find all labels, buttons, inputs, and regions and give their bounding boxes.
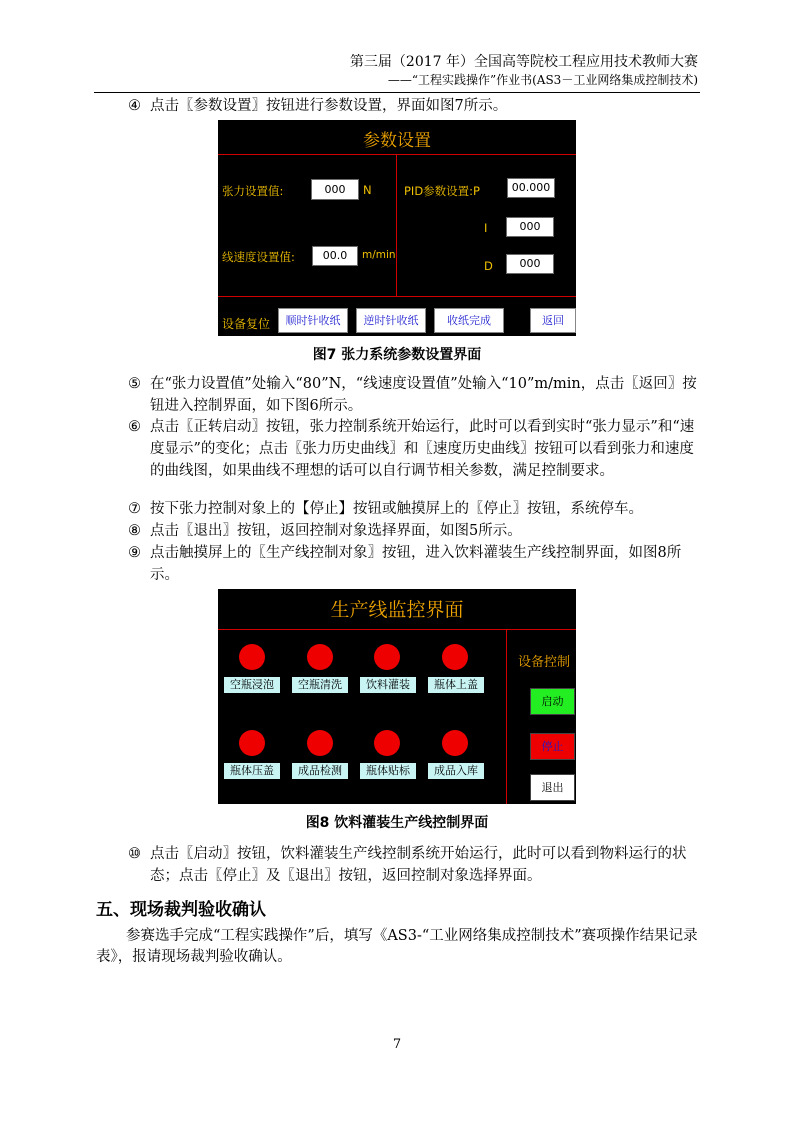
lamp-indicator xyxy=(307,644,333,670)
figure-8-caption: 图8 饮料灌装生产线控制界面 xyxy=(305,815,489,831)
p-input[interactable]: 00.000 xyxy=(507,178,555,198)
section-body: 参赛选手完成“工程实践操作”后，填写《AS3-“工业网络集成控制技术”赛项操作结果记录表》，报请现场裁判验收确认。 xyxy=(96,928,698,965)
divider xyxy=(218,154,576,155)
lamp-indicator xyxy=(442,730,468,756)
station-label: 瓶体压盖 xyxy=(224,763,280,779)
step-5 xyxy=(128,373,698,417)
param-settings-panel xyxy=(218,120,576,336)
header-subtitle: ——“工程实践操作”作业书(AS3－工业网络集成控制技术) xyxy=(387,73,698,87)
lamp-indicator xyxy=(239,730,265,756)
station-label: 成品入库 xyxy=(428,763,484,779)
step-6 xyxy=(128,416,698,482)
panel-title: 生产线监控界面 xyxy=(330,599,464,621)
lamp-indicator xyxy=(442,644,468,670)
step-number: ⑤ xyxy=(128,376,141,392)
step-number: ⑨ xyxy=(128,545,141,561)
step-number: ⑩ xyxy=(128,846,141,862)
lamp-indicator xyxy=(307,730,333,756)
step-number: ④ xyxy=(128,98,141,114)
page-number: 7 xyxy=(392,1037,402,1052)
tension-unit: N xyxy=(363,183,372,197)
lamp-indicator xyxy=(239,644,265,670)
step-7 xyxy=(128,498,698,520)
speed-input[interactable]: 00.0 xyxy=(312,246,358,266)
divider xyxy=(218,296,576,297)
device-control-label: 设备控制 xyxy=(518,655,571,670)
station-label: 空瓶浸泡 xyxy=(224,677,280,693)
d-label: D xyxy=(484,259,493,273)
step-number: ⑥ xyxy=(128,419,141,435)
speed-label: 线速度设置值: xyxy=(222,250,295,264)
stop-button[interactable]: 停止 xyxy=(530,733,575,760)
section-heading: 五、现场裁判验收确认 xyxy=(96,900,266,920)
pid-label: PID参数设置:P xyxy=(404,184,480,198)
lamp-indicator xyxy=(374,644,400,670)
step-4 xyxy=(128,95,698,117)
header-title: 第三届（2017 年）全国高等院校工程应用技术教师大赛 xyxy=(349,54,698,70)
clockwise-button[interactable]: 顺时针收纸 xyxy=(278,308,348,333)
return-button[interactable]: 返回 xyxy=(530,308,576,333)
divider xyxy=(396,154,397,296)
station-label: 饮料灌装 xyxy=(360,677,416,693)
figure-7-caption: 图7 张力系统参数设置界面 xyxy=(312,347,482,363)
step-text: 点击〖参数设置〗按钮进行参数设置，界面如图7所示。 xyxy=(150,98,508,114)
lamp-indicator xyxy=(374,730,400,756)
counterclockwise-button[interactable]: 逆时针收纸 xyxy=(356,308,426,333)
reset-label: 设备复位 xyxy=(222,317,271,331)
step-8 xyxy=(128,520,698,542)
start-button[interactable]: 启动 xyxy=(530,688,575,715)
exit-button[interactable]: 退出 xyxy=(530,774,575,801)
tension-input[interactable]: 000 xyxy=(311,179,359,200)
i-label: I xyxy=(484,221,488,235)
step-text: 点击触摸屏上的〖生产线控制对象〗按钮，进入饮料灌装生产线控制界面，如图8所示。 xyxy=(150,545,682,583)
station-label: 瓶体贴标 xyxy=(360,763,416,779)
step-text: 在“张力设置值”处输入“80”N，“线速度设置值”处输入“10”m/min，点击〖返回〗按钮进入控制界面，如下图6所示。 xyxy=(150,376,697,414)
divider xyxy=(218,629,576,630)
header-rule xyxy=(94,92,700,93)
step-text: 按下张力控制对象上的【停止】按钮或触摸屏上的〖停止〗按钮，系统停车。 xyxy=(150,501,643,517)
step-number: ⑦ xyxy=(128,501,141,517)
tension-label: 张力设置值: xyxy=(222,184,284,198)
divider xyxy=(506,629,507,804)
panel-title: 参数设置 xyxy=(363,131,431,151)
step-text: 点击〖启动〗按钮，饮料灌装生产线控制系统开始运行，此时可以看到物料运行的状态；点击〖停止〗及〖退出〗按钮，返回控制对象选择界面。 xyxy=(150,846,687,884)
i-input[interactable]: 000 xyxy=(506,217,554,237)
station-label: 成品检测 xyxy=(292,763,348,779)
production-line-panel xyxy=(218,589,576,804)
step-9 xyxy=(128,542,698,586)
step-text: 点击〖退出〗按钮，返回控制对象选择界面，如图5所示。 xyxy=(150,523,522,539)
step-10 xyxy=(128,843,698,887)
step-text: 点击〖正转启动〗按钮，张力控制系统开始运行，此时可以看到实时“张力显示”和“速度显示”的变化；点击〖张力历史曲线〗和〖速度历史曲线〗按钮可以看到张力和速度的曲线图，如果曲线不理想的话可以自行调节相关参数，满足控制要求。 xyxy=(150,419,695,479)
speed-unit: m/min xyxy=(362,249,396,261)
station-label: 瓶体上盖 xyxy=(428,677,484,693)
step-number: ⑧ xyxy=(128,523,141,539)
station-label: 空瓶清洗 xyxy=(292,677,348,693)
d-input[interactable]: 000 xyxy=(506,254,554,274)
collect-done-button[interactable]: 收纸完成 xyxy=(434,308,504,333)
